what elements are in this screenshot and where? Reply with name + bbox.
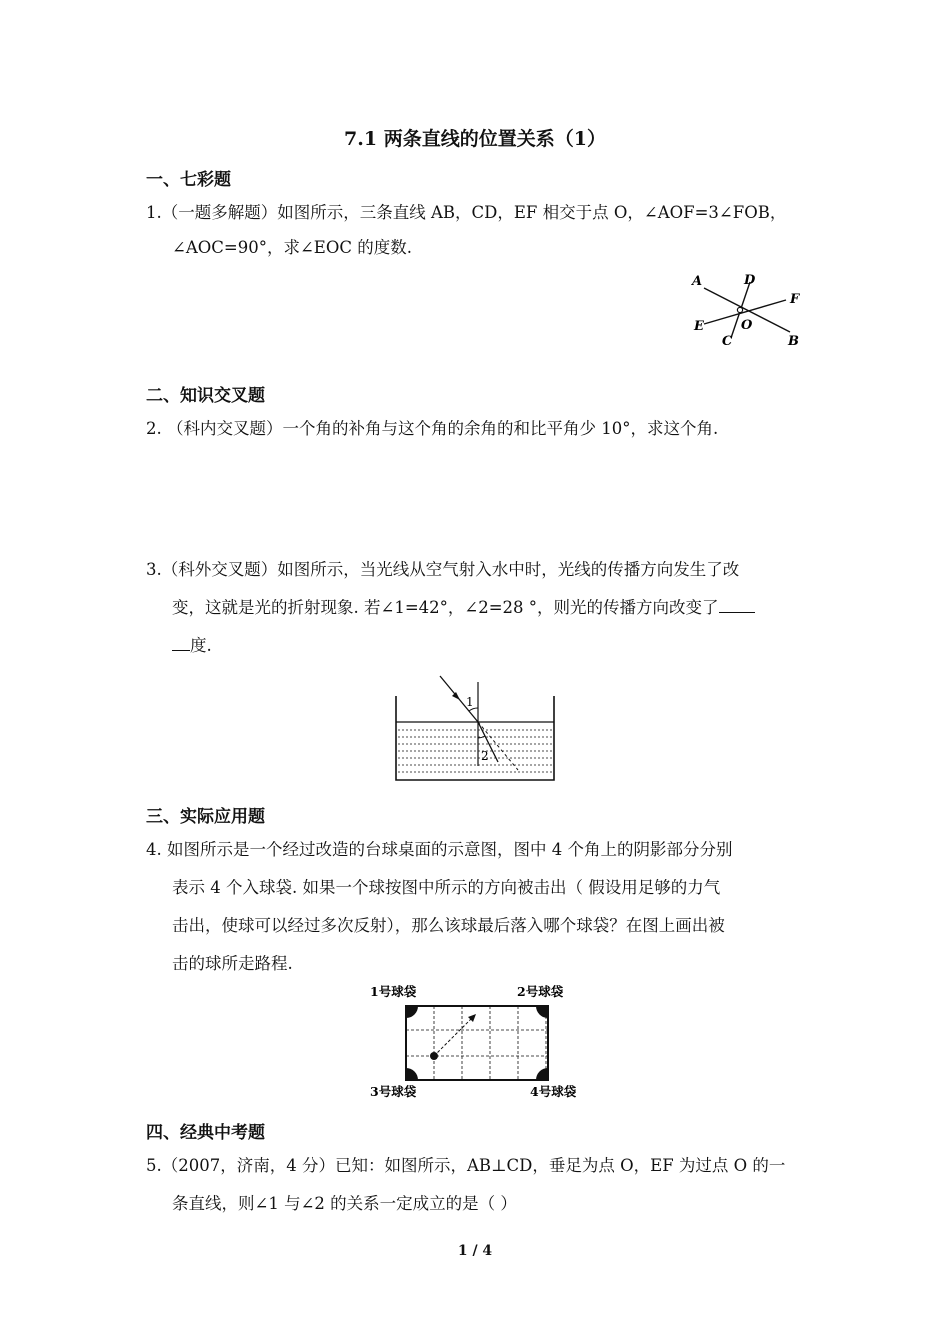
- pocket-1-label: 1号球袋: [370, 984, 417, 999]
- table-grid: [406, 1006, 548, 1080]
- q1-lines-figure: [680, 268, 810, 352]
- section-heading-2: 二、知识交叉题: [146, 386, 265, 406]
- ball-path: [434, 1016, 474, 1056]
- section-heading-3: 三、实际应用题: [146, 807, 265, 827]
- section-heading-4: 四、经典中考题: [146, 1123, 265, 1143]
- section-heading-1: 一、七彩题: [146, 170, 231, 190]
- q1-line-1: 1.（一题多解题）如图所示，三条直线 AB，CD，EF 相交于点 O，∠AOF=3∠FOB，: [146, 203, 787, 222]
- q4-line-2: 表示 4 个入球袋. 如果一个球按图中所示的方向被击出（ 假设用足够的力气: [172, 878, 721, 897]
- q5-line-1: 5.（2007，济南，4 分）已知：如图所示，AB⊥CD，垂足为点 O，EF 为过点 O 的一: [146, 1156, 786, 1175]
- page-number: 1 / 4: [457, 1243, 493, 1259]
- answer-blank-continued[interactable]: [172, 636, 190, 651]
- water-hatching: [398, 730, 552, 772]
- pocket-4: [536, 1068, 548, 1080]
- q3-line-3-text: 度.: [190, 636, 212, 655]
- q3-line-2-text: 变，这就是光的折射现象. 若∠1=42°，∠2=28 °，则光的传播方向改变了: [172, 598, 719, 617]
- q4-line-4: 击的球所走路程.: [172, 954, 293, 973]
- pocket-2: [536, 1006, 548, 1018]
- label-e: E: [694, 319, 704, 334]
- answer-blank[interactable]: [719, 598, 755, 613]
- pocket-1: [406, 1006, 418, 1018]
- pocket-4-label: 4号球袋: [530, 1084, 577, 1099]
- ball: [430, 1052, 438, 1060]
- q5-line-2: 条直线，则∠1 与∠2 的关系一定成立的是（ ）: [172, 1194, 517, 1213]
- q4-line-3: 击出，使球可以经过多次反射），那么该球最后落入哪个球袋？在图上画出被: [172, 916, 725, 935]
- page-title: 7.1 两条直线的位置关系（1）: [344, 128, 606, 150]
- label-o: O: [741, 318, 753, 333]
- q1-line-2: ∠AOC=90°，求∠EOC 的度数.: [172, 238, 412, 257]
- label-f: F: [790, 292, 800, 307]
- label-c: C: [722, 334, 733, 349]
- q3-line-3: [172, 632, 212, 656]
- ball-direction-arrow: [468, 1014, 476, 1022]
- pocket-3: [406, 1068, 418, 1080]
- q4-line-1: 4. 如图所示是一个经过改造的台球桌面的示意图，图中 4 个角上的阴影部分分别: [146, 840, 733, 859]
- label-a: A: [692, 274, 703, 289]
- ray-arrow: [452, 692, 460, 700]
- label-d: D: [744, 273, 756, 288]
- angle-2-label: 2: [481, 749, 489, 763]
- table-border: [406, 1006, 548, 1080]
- label-b: B: [788, 334, 799, 349]
- pocket-2-label: 2号球袋: [517, 984, 564, 999]
- q4-billiards-figure: [360, 980, 592, 1102]
- q3-line-2: [172, 594, 755, 618]
- angle-1-label: 1: [466, 695, 474, 709]
- q3-line-1: 3.（科外交叉题）如图所示，当光线从空气射入水中时，光线的传播方向发生了改: [146, 560, 740, 579]
- q3-refraction-figure: [390, 674, 560, 786]
- pocket-3-label: 3号球袋: [370, 1084, 417, 1099]
- q2-line-1: 2. （科内交叉题）一个角的补角与这个角的余角的和比平角少 10°，求这个角.: [146, 419, 719, 438]
- point-o: [737, 307, 742, 312]
